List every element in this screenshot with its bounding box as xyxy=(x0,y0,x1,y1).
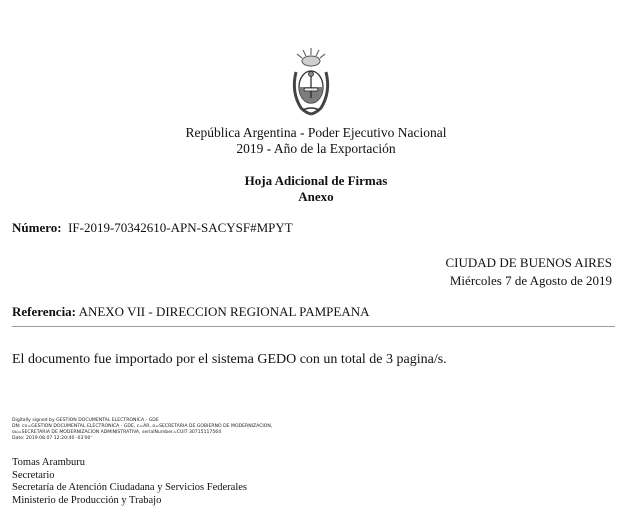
signer-ministry: Ministerio de Producción y Trabajo xyxy=(12,494,162,506)
reference xyxy=(12,304,370,320)
signer-name: Tomas Aramburu xyxy=(12,457,86,468)
document-number xyxy=(12,220,293,236)
document-subtitle: Anexo xyxy=(298,189,334,204)
divider xyxy=(12,326,615,327)
argentina-coat-of-arms-icon xyxy=(289,46,333,116)
digital-signature-line: Digitally signed by GESTION DOCUMENTAL ELECTRONICA - GDE xyxy=(12,418,159,423)
body-text: El documento fue importado por el sistema GEDO con un total de 3 pagina/s. xyxy=(12,352,447,367)
signer-department: Secretaría de Atención Ciudadana y Servicios Federales xyxy=(12,482,247,493)
number-value: IF-2019-70342610-APN-SACYSF#MPYT xyxy=(68,220,293,235)
digital-signature-line: Date: 2019.08.07 12:20:40 -03'00' xyxy=(12,436,92,441)
document-date: Miércoles 7 de Agosto de 2019 xyxy=(449,273,612,288)
year-motto: 2019 - Año de la Exportación xyxy=(236,141,396,156)
reference-label: Referencia: xyxy=(12,304,77,319)
signer-block xyxy=(12,457,247,507)
number-label: Número: xyxy=(12,220,62,235)
signer-role: Secretario xyxy=(12,469,55,481)
reference-value: ANEXO VII - DIRECCION REGIONAL PAMPEANA xyxy=(78,304,370,319)
document-title: Hoja Adicional de Firmas xyxy=(244,173,388,188)
digital-signature-block xyxy=(12,418,272,442)
digital-signature-line: DN: cn=GESTION DOCUMENTAL ELECTRONICA - GDE, c=AR, o=SECRETARIA DE GOBIERNO DE MODERNIZACION, xyxy=(12,424,273,429)
government-title: República Argentina - Poder Ejecutivo Nacional xyxy=(185,125,447,140)
digital-signature-line: ou=SECRETARIA DE MODERNIZACION ADMINISTRATIVA, serialNumber=CUIT 30715117564 xyxy=(12,430,222,435)
city: CIUDAD DE BUENOS AIRES xyxy=(445,255,612,270)
